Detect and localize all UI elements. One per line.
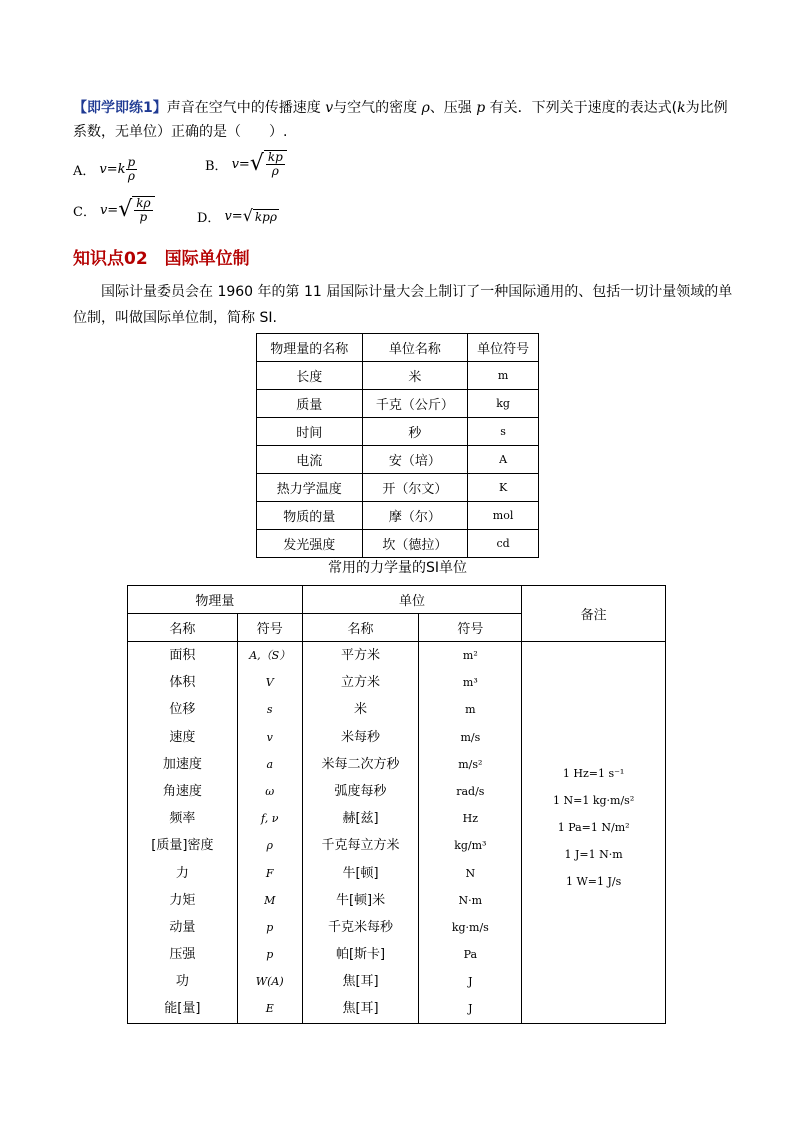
intro-paragraph: 国际计量委员会在 1960 年的第 11 届国际计量大会上制订了一种国际通用的、包括一切计量领域的单位制，叫做国际单位制，简称 SI. xyxy=(73,284,733,326)
unit-symbol: kg·m/s xyxy=(451,920,489,934)
unit-name: 赫[兹] xyxy=(342,811,379,827)
unit-symbol: m² xyxy=(462,649,478,662)
table-row: 热力学温度 开（尔文） K xyxy=(257,474,539,502)
quantity-name: 动量 xyxy=(169,919,196,935)
unit-name: 焦[耳] xyxy=(342,1001,379,1017)
quantity-symbol: V xyxy=(265,676,274,690)
quantity-symbol: ω xyxy=(265,784,275,798)
quantity-names-column xyxy=(128,642,238,1024)
quantity-symbol: M xyxy=(264,893,276,907)
quantity-name: 角速度 xyxy=(162,783,202,799)
unit-name: 牛[顿] xyxy=(342,865,379,881)
square-root: √ $\frac{k\rho}{p}$ xyxy=(118,196,154,224)
unit-symbol: Pa xyxy=(463,948,478,962)
unit-symbol: m/s² xyxy=(458,757,483,771)
unit-symbol: N xyxy=(465,866,476,880)
quantity-name: 频率 xyxy=(169,811,196,827)
unit-symbol: J xyxy=(468,975,473,989)
square-root: √ kpρ xyxy=(242,206,277,225)
quantity-symbol: p xyxy=(266,920,274,934)
table-row: 时间 秒 s xyxy=(257,418,539,446)
exercise-tag: 【即学即练1】 xyxy=(73,100,167,116)
quantity-symbol: p xyxy=(266,948,274,962)
table-row: 质量 千克（公斤） kg xyxy=(257,390,539,418)
unit-symbol: Hz xyxy=(462,812,479,826)
unit-name: 千克米每秒 xyxy=(328,919,394,935)
section-title: 知识点02 国际单位制 xyxy=(73,249,250,269)
table-group-header-row: 物理量 单位 备注 xyxy=(128,586,666,614)
note-line: 1 W=1 J/s xyxy=(565,875,622,888)
quantity-symbol: W(A) xyxy=(255,975,284,989)
quantity-name: 位移 xyxy=(169,702,196,718)
fraction: $\frac{p}{\rho}$ xyxy=(127,155,136,183)
note-line: 1 Hz=1 s⁻¹ xyxy=(562,767,625,780)
table-row: 发光强度 坎（德拉） cd xyxy=(257,530,539,558)
note-line: 1 N=1 kg·m/s² xyxy=(553,794,635,807)
quantity-symbol: F xyxy=(265,866,274,880)
quantity-name: 面积 xyxy=(169,648,196,663)
quantity-name: 加速度 xyxy=(162,756,202,772)
option-a[interactable]: A． v=k $\frac{p}{\rho}$ xyxy=(73,155,136,183)
unit-symbol: m/s xyxy=(460,730,481,744)
quantity-symbol: s xyxy=(266,703,273,717)
option-d[interactable]: D． v= √ kpρ xyxy=(197,206,277,226)
quantity-name: 体积 xyxy=(169,675,196,691)
quantity-name: 压强 xyxy=(169,947,196,963)
unit-symbol: J xyxy=(468,1002,473,1016)
quantity-symbols-column xyxy=(237,642,302,1024)
unit-name: 焦[耳] xyxy=(342,974,379,990)
table-row: 电流 安（培） A xyxy=(257,446,539,474)
unit-symbol: N·m xyxy=(458,893,483,907)
quantity-name: 力 xyxy=(175,865,189,881)
table-row: 长度 米 m xyxy=(257,362,539,390)
quantity-name: 速度 xyxy=(169,729,196,745)
unit-name: 立方米 xyxy=(341,675,381,691)
note-line: 1 J=1 N·m xyxy=(564,848,623,861)
table-row: 物质的量 摩（尔） mol xyxy=(257,502,539,530)
square-root: √ $\frac{kp}{\rho}$ xyxy=(250,150,287,178)
option-c[interactable]: C． v= √ $\frac{k\rho}{p}$ xyxy=(73,196,155,224)
unit-name: 弧度每秒 xyxy=(334,783,387,799)
unit-name: 米 xyxy=(354,702,368,718)
quantity-symbol: A,（S） xyxy=(249,649,291,662)
unit-name: 米每二次方秒 xyxy=(321,756,400,772)
table-caption: 常用的力学量的SI单位 xyxy=(327,560,467,576)
unit-name: 米每秒 xyxy=(341,729,381,745)
question-text: 【即学即练1】声音在空气中的传播速度 v与空气的密度 ρ、压强 p 有关．下列关于速度的表达式(k为比例系数，无单位）正确的是（ ）. xyxy=(73,100,728,140)
mechanics-units-table xyxy=(127,585,666,1024)
quantity-symbol: E xyxy=(265,1002,274,1016)
unit-symbol: kg/m³ xyxy=(454,839,487,853)
quantity-name: 力矩 xyxy=(169,892,196,908)
unit-symbols-column xyxy=(419,642,522,1024)
unit-name: 帕[斯卡] xyxy=(335,947,386,963)
note-line: 1 Pa=1 N/m² xyxy=(557,821,630,834)
quantity-name: 能[量] xyxy=(164,1001,201,1017)
unit-name: 牛[顿]米 xyxy=(335,892,386,908)
base-units-table xyxy=(256,333,539,558)
unit-name: 千克每立方米 xyxy=(321,838,400,854)
quantity-symbol: f, ν xyxy=(261,812,279,826)
notes-column xyxy=(522,642,666,1024)
table-header-row: 物理量的名称 单位名称 单位符号 xyxy=(257,334,539,362)
quantity-name: 功 xyxy=(175,974,189,990)
unit-symbol: rad/s xyxy=(456,784,485,798)
unit-symbol: m³ xyxy=(462,676,478,690)
unit-name: 平方米 xyxy=(341,648,381,663)
option-b[interactable]: B． v= √ $\frac{kp}{\rho}$ xyxy=(205,150,287,178)
quantity-symbol: ρ xyxy=(266,839,273,853)
table-sub-header-row: 名称 符号 名称 符号 xyxy=(128,614,666,642)
quantity-symbol: a xyxy=(266,757,273,771)
unit-names-column xyxy=(302,642,419,1024)
quantity-symbol: v xyxy=(266,730,273,744)
quantity-name: [质量]密度 xyxy=(151,838,214,854)
table-body-row xyxy=(128,642,666,1024)
unit-symbol: m xyxy=(465,703,476,717)
